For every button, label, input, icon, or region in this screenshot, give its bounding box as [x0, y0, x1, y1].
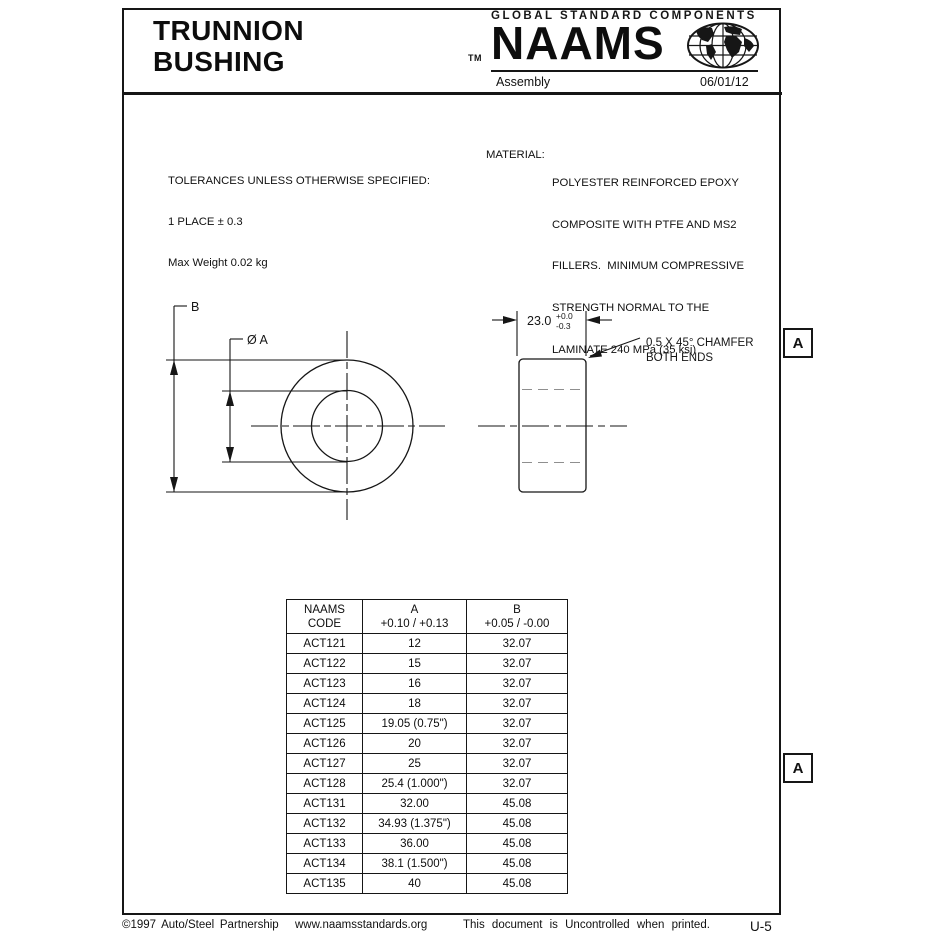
cell-a: 12: [363, 634, 467, 654]
cell-code: ACT125: [287, 714, 363, 734]
table-row: [287, 674, 568, 694]
cell-a: 36.00: [363, 834, 467, 854]
cell-b: 45.08: [467, 794, 568, 814]
dim-b-label: B: [191, 300, 200, 314]
table-row: [287, 794, 568, 814]
chamfer-note-line2: BOTH ENDS: [646, 352, 714, 364]
cell-code: ACT122: [287, 654, 363, 674]
cell-b: 32.07: [467, 654, 568, 674]
arrowhead: [170, 477, 178, 492]
revision-date: 06/01/12: [700, 75, 749, 89]
cell-b: 32.07: [467, 634, 568, 654]
table-header-row: [287, 600, 568, 634]
cell-code: ACT127: [287, 754, 363, 774]
zone-marker-a-top: A: [783, 328, 813, 358]
page-number: U-5: [750, 919, 772, 934]
material-line: POLYESTER REINFORCED EPOXY: [552, 176, 739, 189]
cell-code: ACT135: [287, 874, 363, 894]
cell-code: ACT128: [287, 774, 363, 794]
cell-code: ACT124: [287, 694, 363, 714]
copyright-text: ©1997 Auto/Steel Partnership: [122, 919, 279, 931]
material-line: FILLERS. MINIMUM COMPRESSIVE: [552, 260, 745, 273]
page-title-line1: TRUNNION: [153, 15, 304, 46]
cell-a: 25.4 (1.000"): [363, 774, 467, 794]
table-row: [287, 754, 568, 774]
dim-a-label: Ø A: [247, 333, 268, 347]
material-label: MATERIAL:: [486, 149, 545, 161]
width-dimension: 23.0: [527, 314, 552, 328]
cell-a: 16: [363, 674, 467, 694]
chamfer-note-line1: 0.5 X 45° CHAMFER: [646, 337, 754, 349]
width-tolerance-minus: -0.3: [556, 321, 571, 331]
cell-b: 45.08: [467, 834, 568, 854]
cell-b: 45.08: [467, 814, 568, 834]
table-row: [287, 634, 568, 654]
table-row: [287, 694, 568, 714]
table-row: [287, 734, 568, 754]
cell-a: 20: [363, 734, 467, 754]
zone-marker-a-bottom: A: [783, 753, 813, 783]
width-tolerance-plus: +0.0: [556, 311, 573, 321]
cell-code: ACT121: [287, 634, 363, 654]
table-row: [287, 874, 568, 894]
material-line: STRENGTH NORMAL TO THE: [552, 301, 710, 314]
cell-code: ACT131: [287, 794, 363, 814]
tolerance-line: TOLERANCES UNLESS OTHERWISE SPECIFIED:: [168, 175, 430, 188]
cell-b: 32.07: [467, 714, 568, 734]
cell-a: 19.05 (0.75"): [363, 714, 467, 734]
cell-a: 40: [363, 874, 467, 894]
col-header-naams-code: NAAMS CODE: [287, 600, 363, 634]
cell-a: 18: [363, 694, 467, 714]
cell-code: ACT133: [287, 834, 363, 854]
table-row: [287, 834, 568, 854]
cell-b: 32.07: [467, 734, 568, 754]
cell-code: ACT132: [287, 814, 363, 834]
col-header-b: B +0.05 / -0.00: [467, 600, 568, 634]
cell-a: 38.1 (1.500"): [363, 854, 467, 874]
cell-b: 45.08: [467, 874, 568, 894]
cell-code: ACT123: [287, 674, 363, 694]
cell-a: 15: [363, 654, 467, 674]
cell-b: 45.08: [467, 854, 568, 874]
table-row: [287, 774, 568, 794]
table-row: [287, 814, 568, 834]
brand-logo-text: NAAMS: [491, 17, 665, 69]
tolerance-line: Max Weight 0.02 kg: [168, 256, 268, 269]
cell-a: 34.93 (1.375"): [363, 814, 467, 834]
assembly-label: Assembly: [496, 75, 551, 89]
page-title-line2: BUSHING: [153, 46, 285, 77]
table-row: [287, 714, 568, 734]
cell-b: 32.07: [467, 674, 568, 694]
arrowhead: [170, 360, 178, 375]
table-row: [287, 654, 568, 674]
cell-b: 32.07: [467, 754, 568, 774]
cell-code: ACT126: [287, 734, 363, 754]
arrowhead: [503, 316, 517, 324]
table-row: [287, 854, 568, 874]
uncontrolled-notice: This document is Uncontrolled when printed.: [463, 919, 710, 931]
brand-tagline: GLOBAL STANDARD COMPONENTS: [491, 10, 757, 22]
arrowhead: [226, 447, 234, 462]
cell-code: ACT134: [287, 854, 363, 874]
website-text: www.naamsstandards.org: [295, 919, 428, 931]
material-line: LAMINATE 240 MPa (35 ksi): [552, 343, 697, 356]
arrowhead: [588, 350, 602, 359]
arrowhead: [586, 316, 600, 324]
material-line: COMPOSITE WITH PTFE AND MS2: [552, 218, 737, 231]
trademark-symbol: TM: [468, 53, 482, 63]
cell-b: 32.07: [467, 774, 568, 794]
arrowhead: [226, 391, 234, 406]
col-header-a: A +0.10 / +0.13: [363, 600, 467, 634]
tolerance-line: 1 PLACE ± 0.3: [168, 215, 243, 228]
size-table: [286, 599, 568, 894]
cell-b: 32.07: [467, 694, 568, 714]
cell-a: 25: [363, 754, 467, 774]
cell-a: 32.00: [363, 794, 467, 814]
